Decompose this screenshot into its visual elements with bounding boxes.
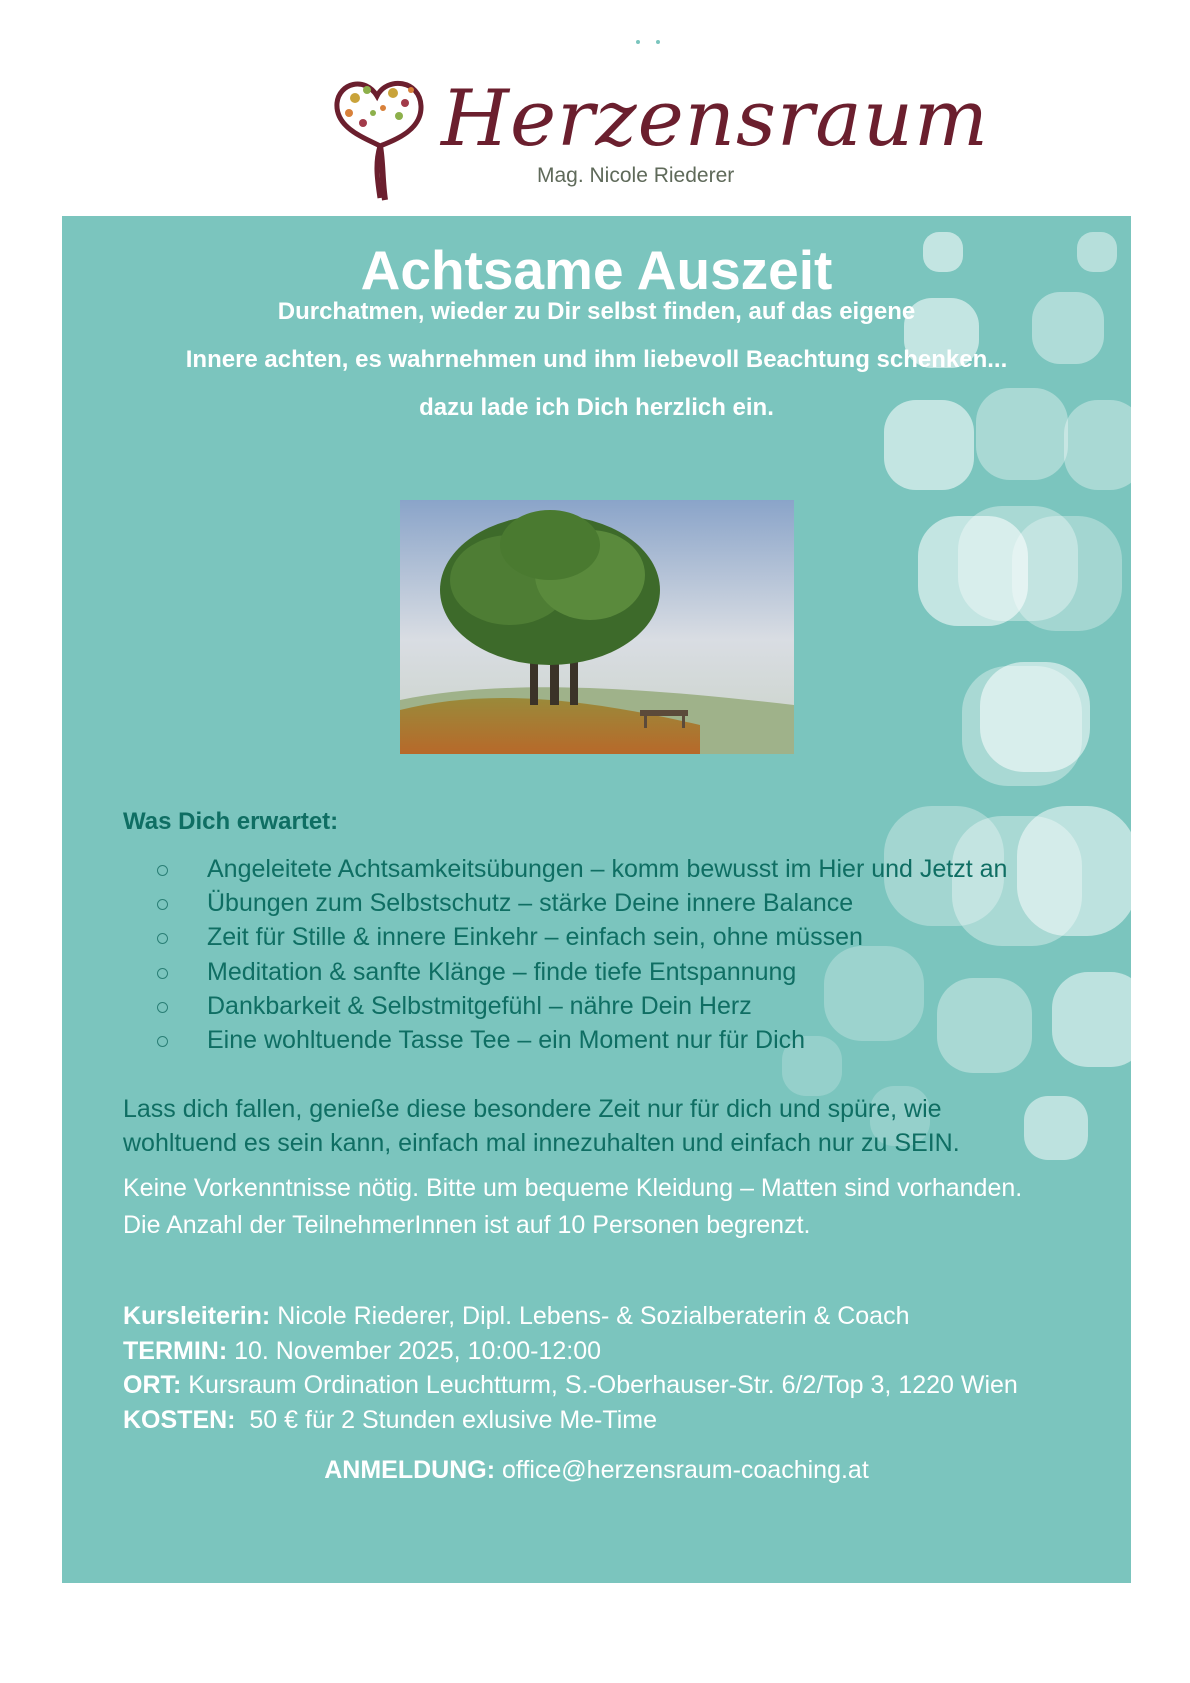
- signup-label: ANMELDUNG:: [324, 1456, 496, 1484]
- detail-cost: KOSTEN: 50 € für 2 Stunden exlusive Me-Time: [123, 1405, 657, 1434]
- expect-list: [157, 852, 1007, 1057]
- signup-line: [62, 1456, 1131, 1485]
- circle-bullet-icon: [157, 899, 168, 910]
- circle-bullet-icon: [157, 968, 168, 979]
- flyer-panel: [62, 216, 1131, 1583]
- invitation-paragraph: Lass dich fallen, genieße diese besondere Zeit nur für dich und spüre, wie wohltuend es sein kann, einfach mal innezuhalten und einfach nur zu SEIN.: [123, 1095, 960, 1157]
- list-item: Zeit für Stille & innere Einkehr – einfach sein, ohne müssen: [157, 920, 1007, 954]
- signup-email-link[interactable]: office@herzensraum-coaching.at: [495, 1456, 869, 1484]
- logo-title: Herzensraum: [441, 74, 989, 164]
- course-details: [123, 1299, 1018, 1437]
- lead-line-1: Durchatmen, wieder zu Dir selbst finden, auf das eigene: [277, 298, 916, 325]
- detail-instructor: Kursleiterin: Nicole Riederer, Dipl. Lebens- & Sozialberaterin & Coach: [123, 1302, 910, 1330]
- expect-heading: Was Dich erwartet:: [123, 808, 339, 835]
- list-item: Eine wohltuende Tasse Tee – ein Moment nur für Dich: [157, 1023, 1007, 1057]
- list-item: Dankbarkeit & Selbstmitgefühl – nähre Dein Herz: [157, 989, 1007, 1023]
- top-decoration-dots: [634, 39, 664, 45]
- circle-bullet-icon: [157, 1036, 168, 1047]
- brand-logo: [325, 68, 989, 208]
- circle-bullet-icon: [157, 1002, 168, 1013]
- requirements-paragraph: Keine Vorkenntnisse nötig. Bitte um bequeme Kleidung – Matten sind vorhanden. Die Anzahl der TeilnehmerInnen ist auf 10 Personen begrenzt.: [123, 1174, 1023, 1239]
- detail-location: ORT: Kursraum Ordination Leuchtturm, S.-Oberhauser-Str. 6/2/Top 3, 1220 Wien: [123, 1371, 1018, 1399]
- circle-bullet-icon: [157, 933, 168, 944]
- tree-photo: [400, 500, 794, 754]
- list-item: Meditation & sanfte Klänge – finde tiefe Entspannung: [157, 955, 1007, 989]
- lead-line-3: dazu lade ich Dich herzlich ein.: [419, 394, 774, 421]
- circle-bullet-icon: [157, 865, 168, 876]
- heart-tree-icon: [325, 68, 435, 203]
- detail-date: TERMIN: 10. November 2025, 10:00-12:00: [123, 1336, 602, 1365]
- list-item: Angeleitete Achtsamkeitsübungen – komm bewusst im Hier und Jetzt an: [157, 852, 1007, 886]
- list-item: Übungen zum Selbstschutz – stärke Deine innere Balance: [157, 886, 1007, 920]
- lead-line-2: Innere achten, es wahrnehmen und ihm liebevoll Beachtung schenken...: [185, 346, 1008, 373]
- flyer-title: Achtsame Auszeit: [360, 239, 833, 301]
- logo-subtitle: Mag. Nicole Riederer: [537, 164, 735, 187]
